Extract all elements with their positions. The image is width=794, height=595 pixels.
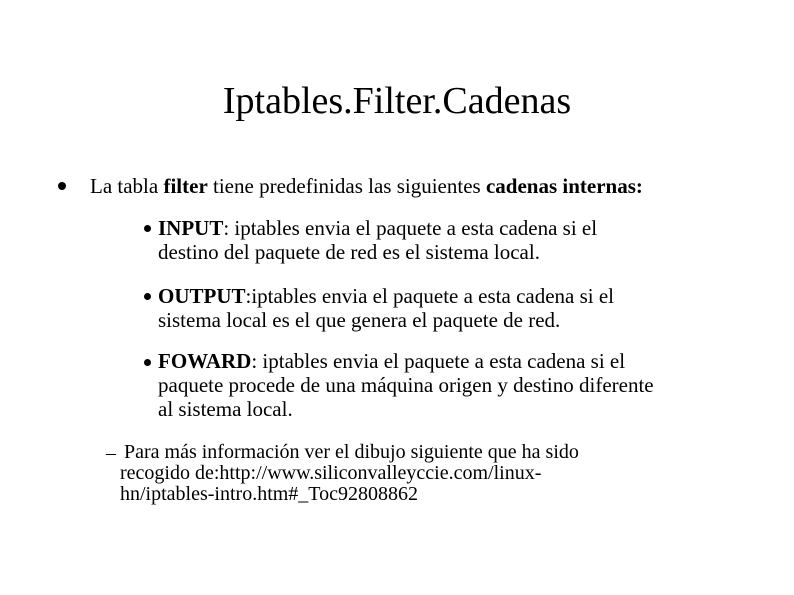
item-text: :iptables envia el paquete a esta cadena si el (245, 284, 615, 308)
item-text: : iptables envia el paquete a esta cadena si el (223, 216, 598, 240)
main-point (90, 173, 643, 199)
item-name: OUTPUT (158, 284, 246, 308)
note-text (120, 442, 579, 505)
item-name: FOWARD (158, 349, 252, 373)
dash-bullet: – (106, 442, 116, 464)
item-text: : iptables envia el paquete a esta cadena si el (251, 349, 626, 373)
note-line: Para más información ver el dibujo siguiente que ha sido (124, 441, 579, 463)
item-name: INPUT (158, 216, 224, 240)
item-text: paquete procede de una máquina origen y destino diferente (158, 373, 654, 397)
item-text: sistema local es el que genera el paquete de red. (158, 308, 561, 332)
note-line: hn/iptables-intro.htm#_Toc92808862 (120, 483, 419, 505)
main-point-bold-cadenas: cadenas internas: (485, 174, 643, 198)
list-item-input (158, 216, 597, 264)
main-point-middle: tiene predefinidas las siguientes (207, 174, 486, 198)
item-text: al sistema local. (158, 397, 293, 421)
slide-title: Iptables.Filter.Cadenas (222, 80, 572, 122)
main-point-prefix: La tabla (90, 174, 164, 198)
bullet-icon (144, 359, 151, 366)
note-line: recogido de:http://www.siliconvalleyccie.com/linux- (120, 462, 542, 484)
bullet-icon (58, 182, 66, 190)
item-text: destino del paquete de red es el sistema local. (158, 240, 540, 264)
list-item-foward (158, 349, 654, 421)
main-point-bold-filter: filter (163, 174, 208, 198)
list-item-output (158, 284, 614, 332)
bullet-icon (144, 293, 151, 300)
bullet-icon (144, 225, 151, 232)
